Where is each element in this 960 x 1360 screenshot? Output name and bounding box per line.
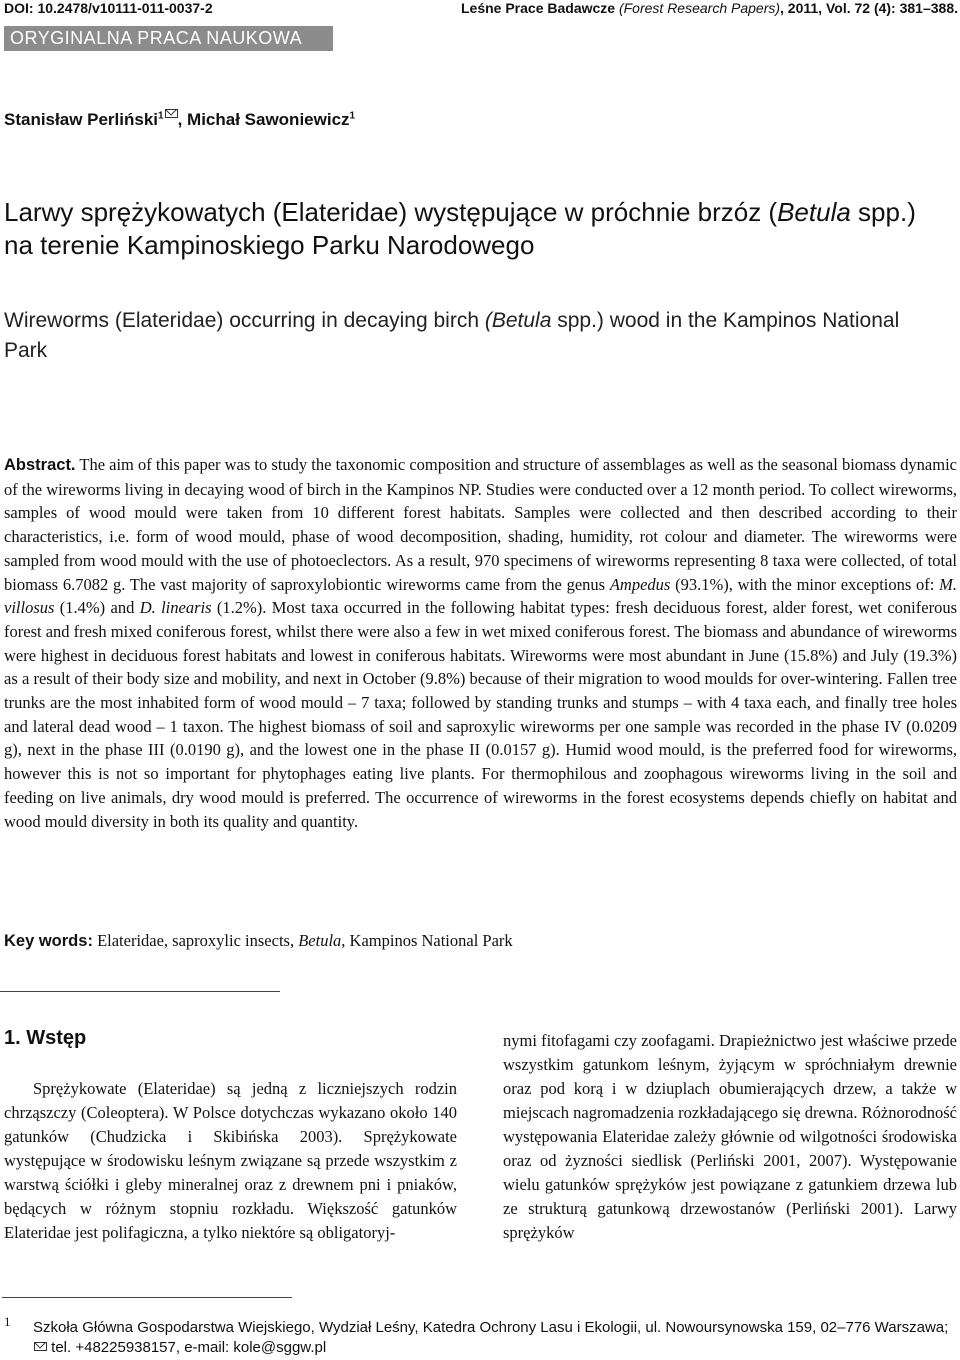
keywords-text: Elateridae, saproxylic insects,: [92, 931, 299, 950]
keywords: [4, 931, 513, 951]
affiliation-marker: 1: [349, 110, 356, 122]
journal-citation: [461, 0, 958, 16]
body-column-left: [4, 1077, 457, 1245]
title-genus: (Betula: [484, 309, 552, 332]
keywords-label: Key words:: [4, 932, 93, 950]
affiliation-text: Szkoła Główna Gospodarstwa Wiejskiego, Wydział Leśny, Katedra Ochrony Lasu i Ekologii, ul. Nowoursynowska 159, 02–776 Warszawa;: [33, 1319, 949, 1336]
envelope-icon: [165, 109, 178, 118]
article-type-banner: ORYGINALNA PRACA NAUKOWA: [4, 26, 333, 51]
author-separator: ,: [177, 110, 188, 129]
affiliation-marker: 1: [158, 110, 164, 122]
paragraph: nymi fitofagami czy zoofagami. Drapieżnictwo jest właściwe przede wszystkim gatunkom leśnym, żyjącym w spróchniałym drewnie oraz pod korą i w dziuplach obumierających drzew, a także w miejscach nagromadzenia rozkładającego się drewna. Różnorodność występowania Elateridae zależy głównie od wilgotności środowiska oraz od żyzności siedlisk (Perliński 2001, 2007). Występowanie wielu gatunków sprężyków jest powiązane z gatunkiem drzewa lub ze strukturą gatunkową drzewostanów (Perliński 2001). Larwy sprężyków: [503, 1031, 957, 1242]
journal-name: Leśne Prace Badawcze: [460, 0, 616, 16]
abstract-italic: Ampedus: [609, 574, 671, 594]
author-name: Michał Sawoniewicz: [187, 110, 350, 129]
journal-english-name: (Forest Research Papers): [618, 0, 781, 16]
title-text: Wireworms (Elateridae) occurring in decaying birch: [4, 309, 485, 332]
contact-text: tel. +48225938157, e-mail: kole@sggw.pl: [47, 1339, 327, 1356]
section-divider: [0, 991, 280, 992]
keywords-italic: Betula: [298, 931, 342, 950]
abstract-italic: M. villosus: [4, 574, 957, 618]
journal-issue: , 2011, Vol. 72 (4): 381–388.: [780, 0, 958, 16]
abstract-text: (93.1%), with the minor exceptions of:: [670, 574, 940, 594]
footnote-divider: [2, 1297, 292, 1298]
keywords-text: , Kampinos National Park: [341, 931, 513, 950]
abstract-label: Abstract.: [4, 456, 76, 474]
abstract-text: (1.2%). Most taxa occurred in the following habitat types: fresh deciduous forest, alder forest, wet coniferous forest and fresh mixed coniferous forest, whilst there were also a few in wet mixed coniferous forest. The biomass and abundance of wireworms were highest in deciduous forest habitats and lowest in coniferous habitats. Wireworms were most abundant in June (15.8%) and July (19.3%) as a result of their body size and mobility, and next in October (9.8%) because of their migration to wood moulds for over-wintering. Fallen tree trunks are the most inhabited form of wood mould – 7 taxa; followed by standing trunks and stumps – with 4 taxa each, and finally tree holes and lateral dead wood – 1 taxon. The highest biomass of soil and saproxylic wireworms per one sample was recorded in the phase IV (0.0209 g), next in the phase III (0.0190 g), and the lowest one in the phase II (0.0157 g). Humid wood mould, is the preferred food for wireworms, however this is not so important for phytophages eating live plants. For thermophilous and zoophagous wireworms living in the soil and feeding on live animals, dry wood mould is preferred. The occurrence of wireworms in the forest ecosystems depends chiefly on habitat and wood mould diversity in both its quality and quantity.: [4, 598, 957, 831]
footnote-number: 1: [4, 1314, 11, 1329]
abstract: [4, 453, 957, 833]
footnote-text: [33, 1318, 958, 1358]
section-heading: 1. Wstęp: [4, 1027, 87, 1049]
title-text: spp.) na terenie Kampinoskiego Parku Narodowego: [4, 197, 916, 260]
title-english: [4, 306, 904, 366]
body-column-right: [503, 1029, 957, 1245]
title-text: Larwy sprężykowatych (Elateridae) występujące w próchnie brzóz (: [4, 197, 778, 227]
abstract-text: The aim of this paper was to study the taxonomic composition and structure of assemblages as well as the seasonal biomass dynamic of the wireworms living in decaying wood of birch in the Kampinos NP. Studies were conducted over a 12 month period. To collect wireworms, samples of wood mould were taken from 10 different forest habitats. Samples were collected and then described according to their characteristics, i.e. form of wood mould, phase of wood decomposition, shading, humidity, rot colour and diameter. The wireworms were sampled from wood mould with the use of photoeclectors. As a result, 970 specimens of wireworms representing 8 taxa were collected, of total biomass 6.7082 g. The vast majority of saproxylobiontic wireworms came from the genus: [4, 455, 957, 594]
abstract-text: (1.4%) and: [54, 598, 140, 618]
abstract-italic: D. linearis: [139, 598, 212, 618]
title-genus: Betula: [777, 197, 851, 227]
envelope-icon: [34, 1342, 47, 1351]
paragraph: Sprężykowate (Elateridae) są jedną z liczniejszych rodzin chrząszczy (Coleoptera). W Polsce dotychczas wykazano około 140 gatunków (Chudzicka i Skibińska 2003). Sprężykowate występujące w środowisku leśnym związane są przede wszystkim z warstwą ściółki i gleby mineralnej oraz z drewnem pni i pniaków, będących w różnym stopniu rozkładu. Większość gatunków Elateridae jest polifagiczna, a tylko niektóre są obligatoryj-: [4, 1079, 457, 1242]
doi-text: DOI: 10.2478/v10111-011-0037-2: [4, 0, 213, 16]
title-text: spp.) wood in the Kampinos National Park: [4, 309, 900, 362]
author-name: Stanisław Perliński: [4, 110, 159, 129]
author-list: [4, 109, 355, 130]
title-polish: [4, 196, 944, 262]
